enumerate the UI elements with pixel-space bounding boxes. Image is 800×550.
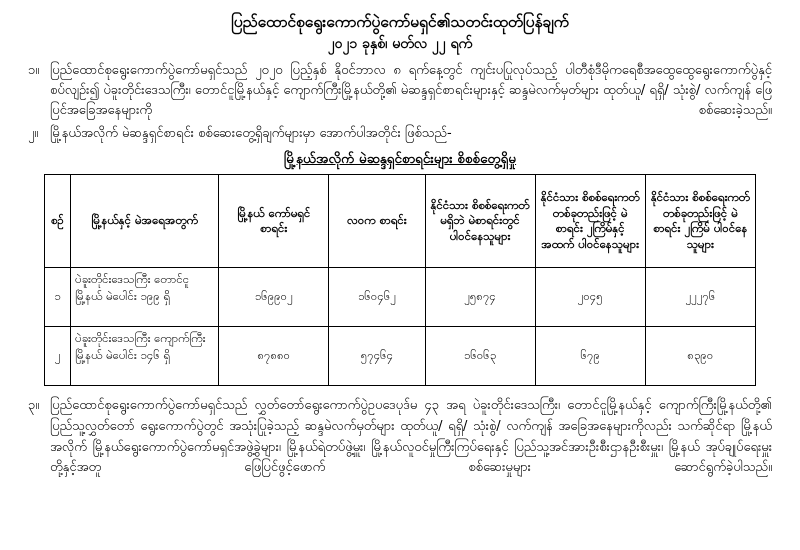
table-header-no-nrc: နိုင်ငံသား စိစစ်ရေးကတ် မရှိဘဲ မဲစာရင်းတွင် ပါဝင်နေသူများ <box>425 175 535 268</box>
row-2-index: ၂ <box>45 327 71 386</box>
voter-list-table <box>44 174 756 386</box>
paragraph-2-text: မြို့နယ်အလိုက် မဲဆန္ဒရှင်စာရင်း စစ်ဆေးတွေ့ရှိချက်များမှာ အောက်ပါအတိုင်း ဖြစ်သည်- <box>50 125 452 141</box>
row-1-immigration-list: ၁၆၀၄၆၂ <box>329 268 425 327</box>
paragraph-3-text: ပြည်ထောင်စုရွေးကောက်ပွဲကော်မရှင်သည် လွှတ်တော်ရွေးကောက်ပွဲဥပဒေပုဒ်မ ၄၃ အရ ပဲခူးတိုင်းဒေသကြီး၊ တောင်ငူမြို့နယ်နှင့် ကျောက်ကြီးမြို့နယ်တို့၏ ပြည်သူ့လွှတ်တော် ရွေးကောက်ပွဲတွင် အသုံးပြုခဲ့သည့် ဆန္ဒမဲလက်မှတ်များ ထုတ်ယူ/ ရရှိ/ သုံးစွဲ/ လက်ကျန် အခြေအနေများကိုလည်း သက်ဆိုင်ရာ မြို့နယ်အလိုက် မြို့နယ်ရွေးကောက်ပွဲကော်မရှင်အဖွဲ့ခွဲများ၊ မြို့နယ်ရဲတပ်ဖွဲ့မှူး၊ မြို့နယ်လူဝင်မှုကြီးကြပ်ရေးနှင့် ပြည်သူ့အင်အားဦးစီးဌာနဦးစီးမှူး၊ မြို့နယ် အုပ်ချုပ်ရေးမှူးတို့နှင့်အတူ ဖြေပြင်ဖွင့်ဖောက် စစ်ဆေးမှုများ ဆောင်ရွက်ခဲ့ပါသည်။ <box>50 398 772 476</box>
row-1-no-nrc: ၂၅၈၇၄ <box>425 268 535 327</box>
table-header-nrc-twice-plus: နိုင်ငံသား စိစစ်ရေးကတ် တစ်ခုတည်းဖြင့် မဲစာရင်း ၂ကြိမ်နှင့် အထက် ပါဝင်နေသူများ <box>535 175 645 268</box>
row-2-immigration-list: ၅၇၄၆၄ <box>329 327 425 386</box>
paragraph-1-marker: ၁။ <box>28 62 40 78</box>
row-1-index: ၁ <box>45 268 71 327</box>
row-2-commission-list: ၈၇၈၈၀ <box>219 327 329 386</box>
row-1-township: ပဲခူးတိုင်းဒေသကြီး တောင်ငူမြို့နယ် မဲပေါင်း ၁၉၉ ရှိ <box>71 268 219 327</box>
table-caption: မြို့နယ်အလိုက် မဲဆန္ဒရှင်စာရင်းများ စိစစ်တွေ့ရှိမှု <box>283 151 517 168</box>
row-2-nrc-twice-plus: ၆၇၉ <box>535 327 645 386</box>
table-header-township: မြို့နယ်နှင့် မဲအရေအတွက် <box>71 175 219 268</box>
page-title: ပြည်ထောင်စုရွေးကောက်ပွဲကော်မရှင်၏သတင်းထုတ်ပြန်ချက် <box>231 13 569 31</box>
table-header-index: စဉ် <box>45 175 71 268</box>
paragraph-3-marker: ၃။ <box>28 398 40 414</box>
table-row <box>45 268 756 327</box>
table-header-nrc-twice: နိုင်ငံသား စိစစ်ရေးကတ် တစ်ခုတည်းဖြင့် မဲစာရင်း ၂ကြိမ် ပါဝင်နေသူများ <box>645 175 755 268</box>
row-1-commission-list: ၁၆၉၉၀၂ <box>219 268 329 327</box>
paragraph-3 <box>28 396 772 479</box>
row-2-no-nrc: ၁၆၀၆၃ <box>425 327 535 386</box>
table-header-row <box>45 175 756 268</box>
row-2-township: ပဲခူးတိုင်းဒေသကြီး ကျောက်ကြီးမြို့နယ် မဲပေါင်း ၁၄၆ ရှိ <box>71 327 219 386</box>
paragraph-2-marker: ၂။ <box>28 125 39 141</box>
table-header-immigration-list: လဝက စာရင်း <box>329 175 425 268</box>
table-header-commission-list: မြို့နယ် ကော်မရှင် စာရင်း <box>219 175 329 268</box>
table-row <box>45 327 756 386</box>
paragraph-1 <box>28 61 772 121</box>
paragraph-1-text: ပြည်ထောင်စုရွေးကောက်ပွဲကော်မရှင်သည် ၂၀၂၀ ပြည့်နှစ် နိုဝင်ဘာလ ၈ ရက်နေ့တွင် ကျင်းပပြုလုပ်သည့် ပါတီစုံဒီမိုကရေစီအထွေထွေရွေးကောက်ပွဲနှင့်စပ်လျဉ်း၍ ပဲခူးတိုင်းဒေသကြီး၊ တောင်ငူမြို့နယ်နှင့် ကျောက်ကြီးမြို့နယ်တို့၏ မဲဆန္ဒရှင်စာရင်းများနှင့် ဆန္ဒမဲလက်မှတ်များ ထုတ်ယူ/ ရရှိ/ သုံးစွဲ/ လက်ကျန် ဖြေပြင်အခြေအနေများကို စစ်ဆေးခဲ့သည်။ <box>50 62 773 118</box>
row-1-nrc-twice-plus: ၂၀၄၅ <box>535 268 645 327</box>
row-1-nrc-twice: ၂၂၂၇၆ <box>645 268 755 327</box>
paragraph-2 <box>28 124 772 144</box>
page-subtitle: ၂၀၂၁ ခုနှစ်၊ မတ်လ ၂၂ ရက် <box>327 35 473 52</box>
row-2-nrc-twice: ၈၃၉၀ <box>645 327 755 386</box>
